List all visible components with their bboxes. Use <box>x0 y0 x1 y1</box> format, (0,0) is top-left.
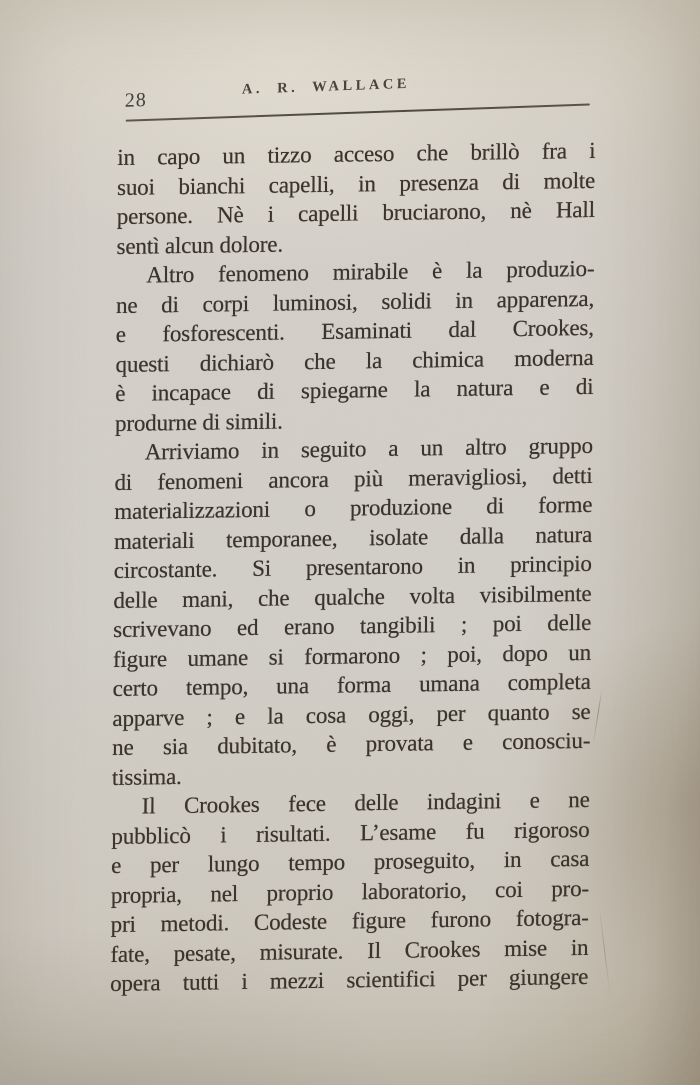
paper-scratch <box>599 905 611 994</box>
body-text-block <box>110 136 596 999</box>
text-line: sentì alcun dolore. <box>116 231 284 259</box>
text-line: tissima. <box>111 763 182 790</box>
text-line: circostante. Si presentarono in principio <box>113 550 592 583</box>
text-line: materiali temporanee, isolate dalla natura <box>113 521 593 554</box>
header-rule <box>126 104 590 122</box>
text-line: suoi bianchi capelli, in presenza di molte <box>116 167 596 200</box>
page-header <box>118 67 597 140</box>
text-line: Altro fenomeno mirabile è la produzio- <box>146 255 595 288</box>
running-head: A. R. WALLACE <box>241 75 411 98</box>
text-line: questi dichiarò che la chimica moderna <box>115 344 594 377</box>
text-line: figure umane si formarono ; poi, dopo un <box>112 639 592 672</box>
text-line: ne sia dubitato, è provata e conosciu- <box>112 727 591 760</box>
text-line: fate, pesate, misurate. Il Crookes mise in <box>110 934 589 967</box>
text-line: Arriviamo in seguito a un altro gruppo <box>144 432 593 465</box>
text-line: scrivevano ed erano tangibili ; poi delle <box>113 609 592 642</box>
page-number: 28 <box>124 88 147 112</box>
text-line: propria, nel proprio laboratorio, coi pro- <box>110 875 590 908</box>
page-content <box>110 77 596 999</box>
text-line: apparve ; e la cosa oggi, per quanto se <box>112 698 591 731</box>
text-line: materializzazioni o produzione di forme <box>114 491 593 524</box>
text-line: di fenomeni ancora più meravigliosi, detti <box>114 462 593 495</box>
text-line: è incapace di spiegarne la natura e di <box>115 373 594 406</box>
text-line: certo tempo, una forma umana completa <box>112 668 591 701</box>
text-line: ne di corpi luminosi, solidi in apparenza, <box>115 285 595 318</box>
text-line: e fosforescenti. Esaminati dal Crookes, <box>115 314 595 347</box>
text-line: persone. Nè i capelli bruciarono, nè Hall <box>116 196 596 229</box>
text-line: delle mani, che qualche volta visibilmente <box>113 580 592 613</box>
text-line: in capo un tizzo acceso che brillò fra i <box>117 137 596 170</box>
text-line: opera tutti i mezzi scientifici per giungere <box>110 963 589 996</box>
text-line: produrne di simili. <box>114 407 283 436</box>
paper-scratch <box>592 688 602 745</box>
text-line: e per lungo tempo proseguito, in casa <box>111 845 590 878</box>
text-line: pri metodi. Codeste figure furono fotogra- <box>110 904 589 937</box>
text-line: pubblicò i risultati. L’esame fu rigoroso <box>111 816 590 849</box>
text-line: Il Crookes fece delle indagini e ne <box>141 786 590 819</box>
